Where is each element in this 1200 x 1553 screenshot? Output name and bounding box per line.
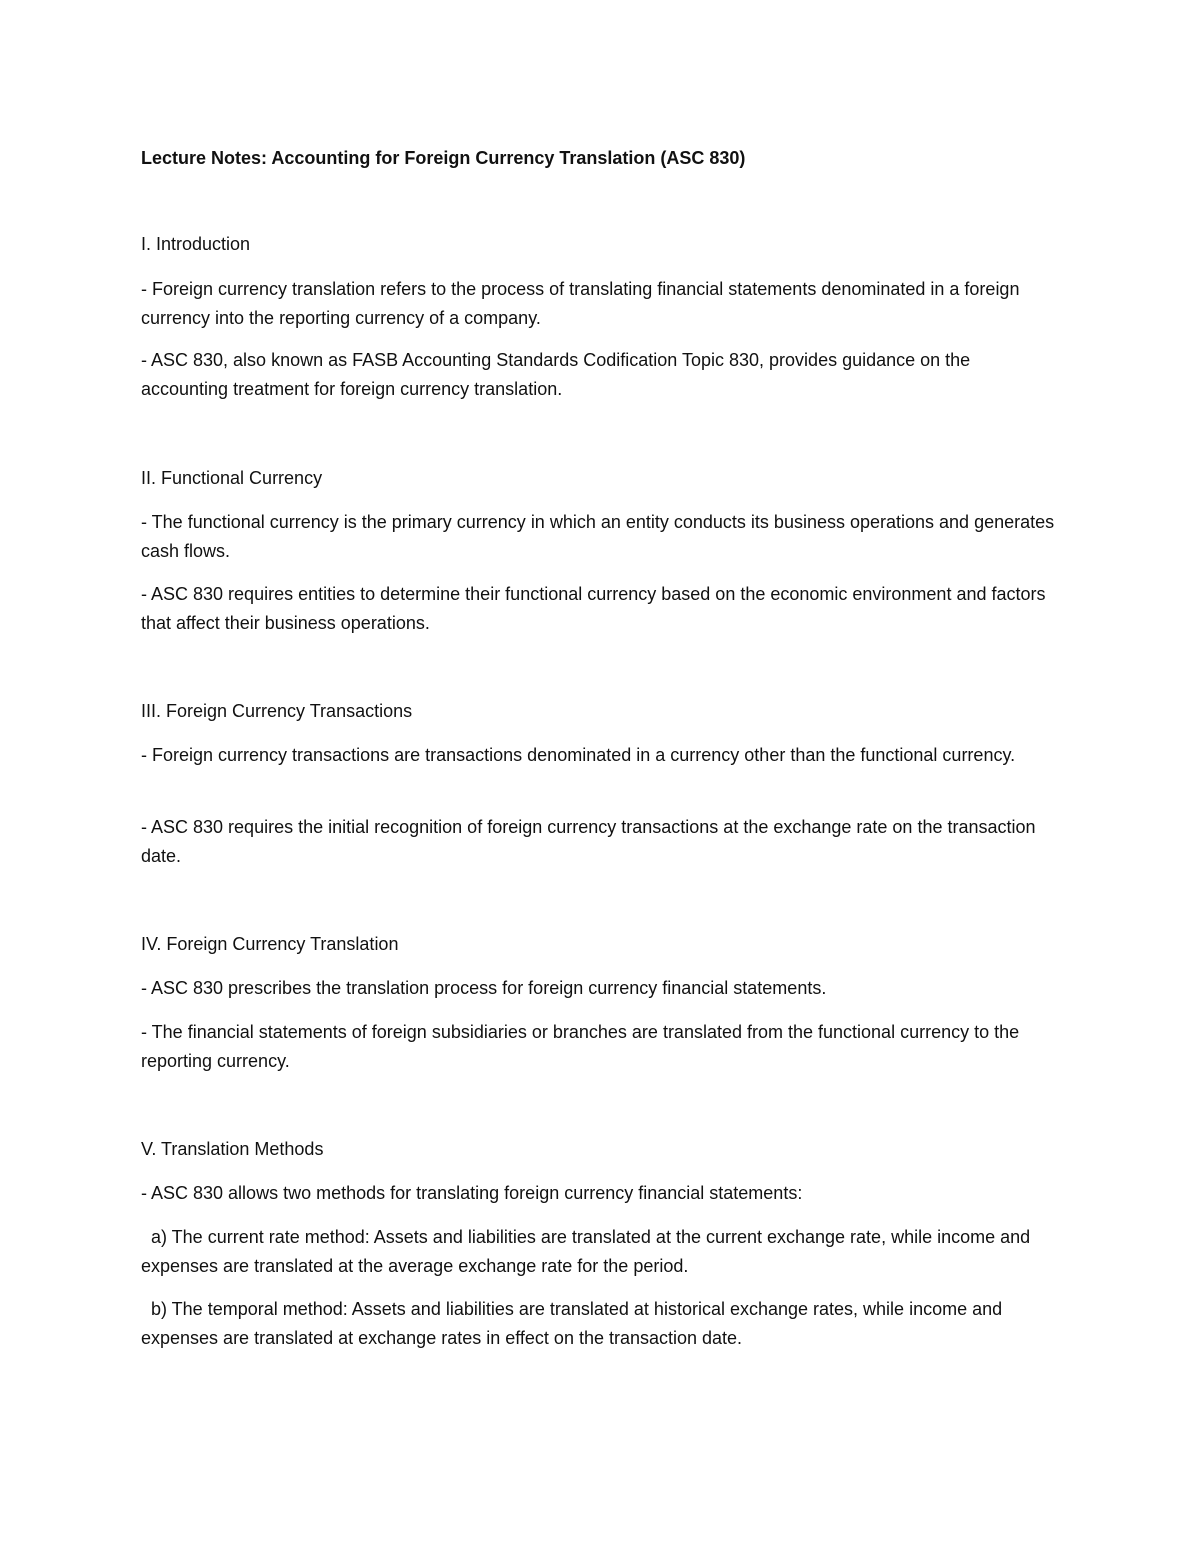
section-transactions-paragraph-2: - ASC 830 requires the initial recognition of foreign currency transactions at the exchange rate on the transaction date.	[141, 817, 1036, 866]
section-heading-introduction: I. Introduction	[141, 234, 251, 254]
section-introduction-paragraph-1: - Foreign currency translation refers to the process of translating financial statements denominated in a foreign currency into the reporting currency of a company.	[141, 279, 1020, 328]
section-heading-translation-methods: V. Translation Methods	[141, 1139, 324, 1159]
section-methods-current-rate-method	[141, 1223, 1061, 1281]
section-heading-functional-currency: II. Functional Currency	[141, 468, 323, 488]
section-translation-paragraph-1: - ASC 830 prescribes the translation process for foreign currency financial statements.	[141, 978, 827, 998]
section-functional-currency-paragraph-2: - ASC 830 requires entities to determine their functional currency based on the economic environment and factors that affect their business operations.	[141, 584, 1046, 633]
section-transactions-paragraph-1: - Foreign currency transactions are transactions denominated in a currency other than the functional currency.	[141, 745, 1016, 765]
section-introduction-paragraph-2: - ASC 830, also known as FASB Accounting Standards Codification Topic 830, provides guidance on the accounting treatment for foreign currency translation.	[141, 350, 971, 399]
current-rate-method-text: a) The current rate method: Assets and liabilities are translated at the current exchange rate, while income and expenses are translated at the average exchange rate for the period.	[141, 1227, 1031, 1276]
temporal-method-text: b) The temporal method: Assets and liabilities are translated at historical exchange rates, while income and expenses are translated at exchange rates in effect on the transaction date.	[141, 1299, 1003, 1348]
section-translation-paragraph-2: - The financial statements of foreign subsidiaries or branches are translated from the functional currency to the reporting currency.	[141, 1022, 1020, 1071]
section-heading-foreign-currency-translation: IV. Foreign Currency Translation	[141, 934, 399, 954]
section-heading-foreign-currency-transactions: III. Foreign Currency Transactions	[141, 701, 413, 721]
section-methods-paragraph-1: - ASC 830 allows two methods for translating foreign currency financial statements:	[141, 1183, 803, 1203]
document-title: Lecture Notes: Accounting for Foreign Currency Translation (ASC 830)	[141, 148, 746, 168]
section-methods-temporal-method	[141, 1295, 1061, 1353]
section-functional-currency-paragraph-1: - The functional currency is the primary currency in which an entity conducts its business operations and generates cash flows.	[141, 512, 1055, 561]
